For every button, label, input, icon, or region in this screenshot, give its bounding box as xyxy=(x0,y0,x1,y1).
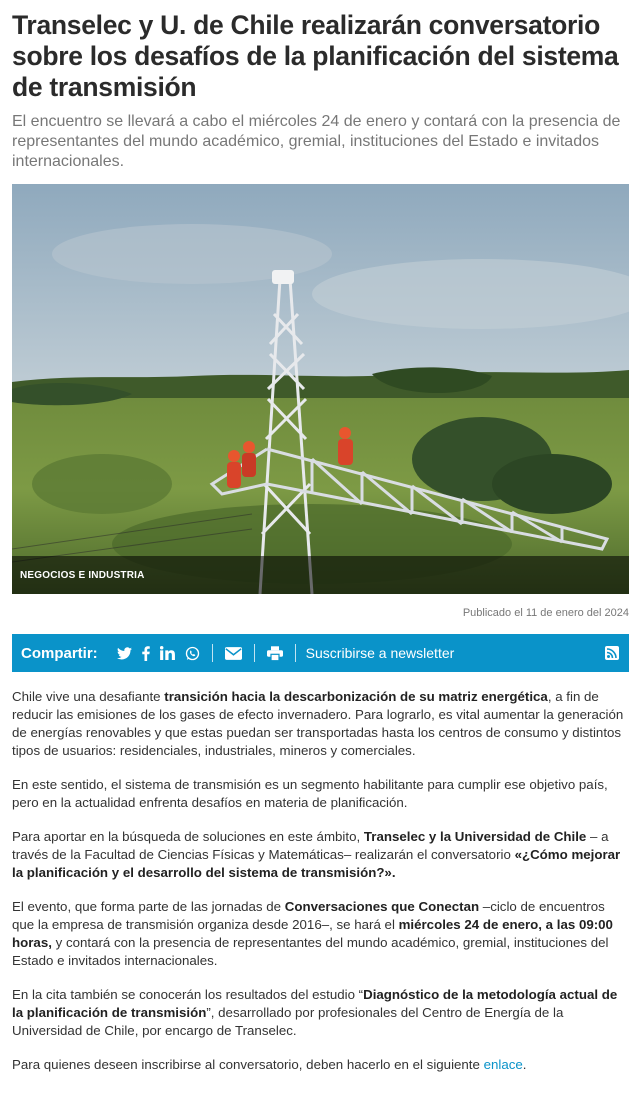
newsletter-link[interactable]: Suscribirse a newsletter xyxy=(305,645,455,661)
article-lead: El encuentro se llevará a cabo el miércoles 24 de enero y contará con la presencia de representantes del mundo académico, gremial, instituciones del Estado e invitados internacionales. xyxy=(12,113,621,170)
share-bar xyxy=(12,634,629,672)
hero-image xyxy=(12,184,629,594)
paragraph: En la cita también se conocerán los resultados del estudio “Diagnóstico de la metodología actual de la planificación de transmisión”, desarrollado por profesionales del Centro de Energía de la Universidad de Chile, por encargo de Transelec. xyxy=(12,987,618,1038)
registration-link[interactable]: enlace xyxy=(483,1057,523,1072)
mail-icon[interactable] xyxy=(225,643,242,663)
whatsapp-icon[interactable] xyxy=(185,643,200,663)
paragraph: Para aportar en la búsqueda de soluciones en este ámbito, Transelec y la Universidad de Chile – a través de la Facultad de Ciencias Físicas y Matemáticas– realizarán el conversatorio «¿Cómo mejorar la planificación y el desarrollo del sistema de transmisión?». xyxy=(12,829,621,880)
paragraph: El evento, que forma parte de las jornadas de Conversaciones que Conectan –ciclo de encuentros que la empresa de transmisión organiza desde 2016–, se hará el miércoles 24 de enero, a las 09:00 horas, y contará con la presencia de representantes del mundo académico, gremial, instituciones del Estado e invitados internacionales. xyxy=(12,899,613,968)
share-divider xyxy=(295,644,296,662)
paragraph: Para quienes deseen inscribirse al conversatorio, deben hacerlo en el siguiente enlace. xyxy=(12,1057,527,1072)
rss-icon[interactable] xyxy=(605,646,619,665)
category-label[interactable]: NEGOCIOS E INDUSTRIA xyxy=(20,570,145,581)
linkedin-icon[interactable] xyxy=(160,643,175,663)
published-date: Publicado el 11 de enero del 2024 xyxy=(462,607,629,619)
share-divider xyxy=(212,644,213,662)
share-label: Compartir: xyxy=(21,644,98,662)
transmission-tower-photo xyxy=(12,184,629,594)
paragraph: Chile vive una desafiante transición hacia la descarbonización de su matriz energética, a fin de reducir las emisiones de los gases de efecto invernadero. Para lograrlo, es vital aumentar la generación de energías renovables y que estas puedan ser transportadas hasta los centros de consumo y distintos tipos de usuarios: residenciales, industriales, mineros y comerciales. xyxy=(12,689,624,758)
category-bar xyxy=(12,556,629,594)
facebook-icon[interactable] xyxy=(142,643,150,663)
print-icon[interactable] xyxy=(267,643,283,663)
share-divider xyxy=(254,644,255,662)
twitter-icon[interactable] xyxy=(117,643,132,663)
article-body xyxy=(12,688,629,1090)
paragraph: En este sentido, el sistema de transmisión es un segmento habilitante para cumplir ese objetivo país, pero en la actualidad enfrenta desafíos en materia de planificación. xyxy=(12,777,608,810)
article-title: Transelec y U. de Chile realizarán conversatorio sobre los desafíos de la planificación del sistema de transmisión xyxy=(12,10,619,102)
